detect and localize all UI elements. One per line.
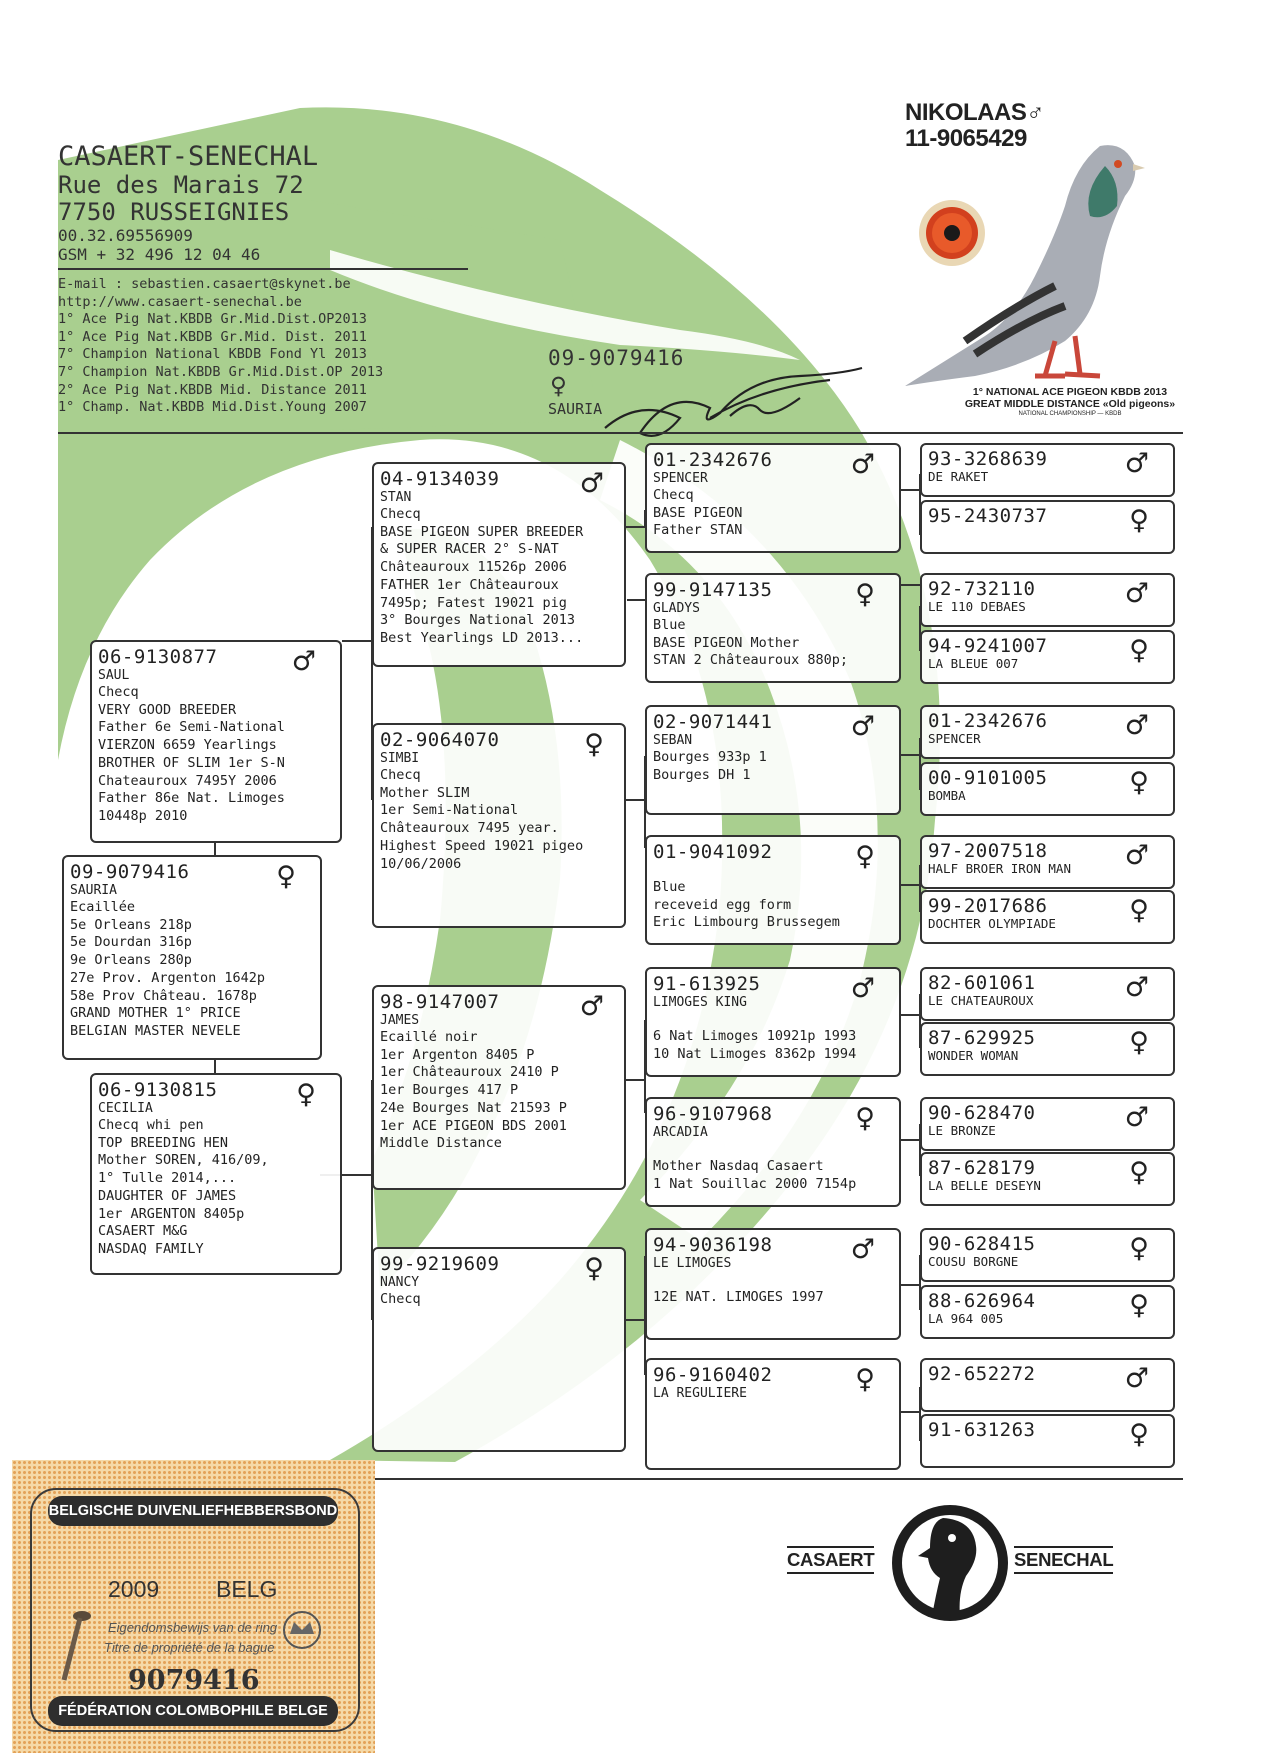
- pigeon-info: BASE PIGEON: [653, 504, 743, 521]
- pigeon-name: SAURIA: [70, 883, 117, 898]
- pigeon-info: [653, 1272, 893, 1289]
- card-ring-number: 9079416: [128, 1665, 260, 1696]
- pigeon-name: SEBAN: [653, 733, 693, 748]
- pigeon-name: LE CHATEAUROUX: [928, 993, 1034, 1008]
- pigeon-info: Bourges 933p 1: [653, 749, 767, 765]
- pigeon-info: 9e Orleans 280p: [70, 952, 192, 969]
- pigeon-info: Châteauroux 11526p 2006: [380, 559, 567, 576]
- male-symbol-icon: ♂: [1124, 448, 1149, 479]
- crown-emblem-icon: [280, 1608, 324, 1652]
- pigeon-info: 1er Bourges 417 P: [380, 1082, 519, 1099]
- female-symbol-icon: ♀: [855, 579, 875, 610]
- pigeon-info: Checq: [380, 506, 421, 522]
- pedigree-box[interactable]: [372, 985, 626, 1190]
- casaert-senechal-logo: [782, 1498, 1127, 1628]
- pigeon-name: JAMES: [380, 1013, 420, 1028]
- breeder-detail: 1° Ace Pig Nat.KBDB Gr.Mid. Dist. 2011: [58, 328, 367, 345]
- pedigree-box-small[interactable]: [920, 762, 1175, 816]
- pigeon-name: LE 110 DEBAES: [928, 599, 1026, 614]
- pigeon-name: HALF BROER IRON MAN: [928, 861, 1071, 876]
- subject-ring: 09-9079416: [548, 346, 685, 370]
- pigeon-info: TOP BREEDING HEN: [98, 1134, 229, 1151]
- pigeon-info: NASDAQ FAMILY: [98, 1240, 204, 1257]
- male-symbol-icon: ♂: [291, 646, 316, 677]
- ring-number: 96-9160402: [653, 1364, 773, 1386]
- pedigree-box[interactable]: [372, 723, 626, 928]
- pedigree-box[interactable]: [645, 573, 901, 683]
- male-symbol-icon: ♂: [1124, 1363, 1149, 1394]
- pigeon-name: LE LIMOGES: [653, 1256, 732, 1271]
- card-text-fr: Titre de propriété de la bague: [104, 1640, 275, 1655]
- pigeon-info: 1er Semi-National: [380, 802, 519, 819]
- caption-line: 1° NATIONAL ACE PIGEON KBDB 2013: [972, 386, 1168, 398]
- pigeon-info: BROTHER OF SLIM 1er S-N: [98, 754, 285, 771]
- pigeon-info: VIERZON 6659 Yearlings: [98, 737, 277, 754]
- ring-number: 95-2430737: [928, 505, 1048, 527]
- pedigree-box[interactable]: [90, 1073, 342, 1275]
- pigeon-info: Bourges DH 1: [653, 766, 751, 783]
- ring-number: 88-626964: [928, 1290, 1036, 1312]
- pigeon-info: Mother Nasdaq Casaert: [653, 1158, 824, 1174]
- pigeon-info: Checq: [653, 487, 694, 503]
- pigeon-name: ARCADIA: [653, 1125, 708, 1140]
- pigeon-info: BELGIAN MASTER NEVELE: [70, 1022, 241, 1039]
- breeder-detail[interactable]: E-mail : sebastien.casaert@skynet.be: [58, 276, 351, 292]
- ring-number: 06-9130815: [98, 1079, 218, 1101]
- featured-pigeon-ring: 11-9065429: [905, 125, 1027, 152]
- pigeon-name: NANCY: [380, 1275, 420, 1290]
- pigeon-info: Father 86e Nat. Limoges: [98, 790, 285, 807]
- pigeon-info: BASE PIGEON Mother: [653, 634, 800, 651]
- breeder-city: 7750 RUSSEIGNIES: [58, 198, 290, 226]
- pigeon-info: Best Yearlings LD 2013...: [380, 629, 584, 646]
- ring-number: 99-2017686: [928, 895, 1048, 917]
- female-symbol-icon: ♀: [276, 861, 296, 892]
- female-symbol-icon: ♀: [584, 1253, 604, 1284]
- female-symbol-icon: ♀: [855, 841, 875, 872]
- pigeon-info: 5e Dourdan 316p: [70, 934, 192, 951]
- ring-ownership-card: [12, 1460, 375, 1753]
- pedigree-box-small[interactable]: [920, 835, 1175, 889]
- pedigree-box-small[interactable]: [920, 705, 1175, 759]
- pedigree-box-small[interactable]: [920, 1228, 1175, 1282]
- pedigree-box[interactable]: [62, 855, 322, 1060]
- logo-text-left: CASAERT: [787, 1546, 874, 1574]
- pigeon-info: Checq: [380, 1291, 421, 1307]
- pedigree-box[interactable]: [645, 1358, 901, 1470]
- pigeon-info: Father STAN: [653, 522, 743, 539]
- pedigree-box[interactable]: [645, 705, 901, 815]
- pigeon-name: COUSU BORGNE: [928, 1254, 1019, 1269]
- pigeon-name: DE RAKET: [928, 469, 989, 484]
- female-symbol-icon: ♀: [1129, 1290, 1149, 1321]
- ring-number: 87-629925: [928, 1027, 1036, 1049]
- breeder-name: CASAERT-SENECHAL: [58, 141, 319, 172]
- pigeon-info: BASE PIGEON SUPER BREEDER: [380, 523, 584, 540]
- female-symbol-icon: ♀: [1129, 1233, 1149, 1264]
- card-top-banner: BELGISCHE DUIVENLIEFHEBBERSBOND: [48, 1496, 338, 1526]
- pigeon-name: GLADYS: [653, 601, 700, 616]
- ring-number: 93-3268639: [928, 448, 1048, 470]
- male-symbol-icon: ♂: [1124, 578, 1149, 609]
- breeder-detail: 7° Champion Nat.KBDB Gr.Mid.Dist.OP 2013: [58, 363, 384, 380]
- female-symbol-icon: ♀: [855, 1364, 875, 1395]
- ring-number: 06-9130877: [98, 646, 218, 668]
- pigeon-info: Ecaillée: [70, 899, 136, 915]
- pigeon-info: Châteauroux 7495 year.: [380, 820, 559, 837]
- pigeon-name: LA REGULIERE: [653, 1386, 747, 1401]
- pigeon-name: WONDER WOMAN: [928, 1048, 1019, 1063]
- pigeon-info: CASAERT M&G: [98, 1223, 188, 1240]
- female-symbol-icon: ♀: [1129, 1419, 1149, 1450]
- card-country: BELG: [216, 1576, 278, 1602]
- pedigree-box-small[interactable]: [920, 500, 1175, 554]
- nail-icon: [56, 1608, 92, 1684]
- pigeon-name: LIMOGES KING: [653, 995, 747, 1010]
- male-symbol-icon: ♂: [850, 973, 875, 1004]
- pigeon-info: Blue: [653, 879, 686, 895]
- pigeon-info: 58e Prov Château. 1678p: [70, 987, 257, 1004]
- breeder-street: Rue des Marais 72: [58, 171, 304, 199]
- pedigree-box-small[interactable]: [920, 573, 1175, 627]
- pigeon-info: STAN 2 Châteauroux 880p;: [653, 652, 849, 669]
- pigeon-info: 1° Tulle 2014,...: [98, 1170, 237, 1187]
- male-symbol-icon: ♂: [579, 468, 604, 499]
- ring-number: 91-631263: [928, 1419, 1036, 1441]
- pigeon-name: SPENCER: [928, 731, 981, 746]
- card-text-nl: Eigendomsbewijs van de ring: [108, 1620, 278, 1635]
- breeder-detail: 1° Champ. Nat.KBDB Mid.Dist.Young 2007: [58, 399, 367, 416]
- male-symbol-icon: ♂: [850, 711, 875, 742]
- ring-number: 01-2342676: [928, 710, 1048, 732]
- male-symbol-icon: ♂: [1124, 840, 1149, 871]
- female-symbol-icon: ♀: [1129, 767, 1149, 798]
- pigeon-info: Ecaillé noir: [380, 1029, 478, 1045]
- pigeon-name: BOMBA: [928, 788, 966, 803]
- ring-number: 92-732110: [928, 578, 1036, 600]
- pigeon-info: Mother SLIM: [380, 784, 470, 801]
- pigeon-head-logo-icon: [888, 1498, 1012, 1628]
- male-symbol-icon: ♂: [579, 991, 604, 1022]
- pigeon-info: Mother SOREN, 416/09,: [98, 1152, 269, 1169]
- pigeon-name: LA BLEUE 007: [928, 656, 1019, 671]
- pedigree-box-small[interactable]: [920, 1285, 1175, 1339]
- pigeon-info: VERY GOOD BREEDER: [98, 701, 237, 718]
- female-symbol-icon: ♀: [550, 369, 567, 402]
- pigeon-info: 1er Châteauroux 2410 P: [380, 1064, 559, 1081]
- pedigree-box-small[interactable]: [920, 1152, 1175, 1206]
- pigeon-info: 10 Nat Limoges 8362p 1994: [653, 1045, 857, 1062]
- ring-number: 94-9241007: [928, 635, 1048, 657]
- ring-number: 01-2342676: [653, 449, 773, 471]
- pedigree-box-small[interactable]: [920, 967, 1175, 1021]
- pigeon-info: 3° Bourges National 2013: [380, 612, 576, 629]
- featured-pigeon-name: NIKOLAAS♂: [905, 99, 1044, 126]
- female-symbol-icon: ♀: [1129, 505, 1149, 536]
- female-symbol-icon: ♀: [296, 1079, 316, 1110]
- pigeon-info: Checq: [98, 684, 139, 700]
- ring-number: 99-9147135: [653, 579, 773, 601]
- female-symbol-icon: ♀: [1129, 895, 1149, 926]
- breeder-detail: 2° Ace Pig Nat.KBDB Mid. Distance 2011: [58, 381, 367, 398]
- pigeon-name: LE BRONZE: [928, 1123, 996, 1138]
- pigeon-info: [653, 1011, 893, 1028]
- pedigree-box-small[interactable]: [920, 1414, 1175, 1468]
- pigeon-info: Middle Distance: [380, 1135, 502, 1152]
- ring-number: 02-9071441: [653, 711, 773, 733]
- female-symbol-icon: ♀: [855, 1103, 875, 1134]
- pigeon-info: & SUPER RACER 2° S-NAT: [380, 541, 559, 558]
- pedigree-box-small[interactable]: [920, 1022, 1175, 1076]
- pigeon-info: Eric Limbourg Brussegem: [653, 914, 840, 931]
- breeder-detail: 7° Champion National KBDB Fond Yl 2013: [58, 346, 367, 363]
- pigeon-info: 1er ACE PIGEON BDS 2001: [380, 1117, 567, 1134]
- pedigree-box-small[interactable]: [920, 443, 1175, 497]
- ring-number: 98-9147007: [380, 991, 500, 1013]
- ring-number: 91-613925: [653, 973, 761, 995]
- ring-number: 00-9101005: [928, 767, 1048, 789]
- pigeon-info: receveid egg form: [653, 896, 792, 913]
- ring-number: 99-9219609: [380, 1253, 500, 1275]
- pigeon-info: 27e Prov. Argenton 1642p: [70, 969, 266, 986]
- pigeon-info: Checq: [380, 767, 421, 783]
- male-symbol-icon: ♂: [1124, 1102, 1149, 1133]
- ring-number: 01-9041092: [653, 841, 773, 863]
- pigeon-info: GRAND MOTHER 1° PRICE: [70, 1005, 241, 1022]
- female-symbol-icon: ♀: [1129, 1027, 1149, 1058]
- pedigree-box[interactable]: [645, 967, 901, 1077]
- pedigree-box[interactable]: [645, 835, 901, 945]
- logo-text-right: SENECHAL: [1014, 1546, 1113, 1574]
- male-symbol-icon: ♂: [850, 1234, 875, 1265]
- pedigree-box-small[interactable]: [920, 1358, 1175, 1412]
- pedigree-box[interactable]: [645, 1228, 901, 1340]
- breeder-phone: 00.32.69556909: [58, 226, 193, 245]
- breeder-gsm: GSM + 32 496 12 04 46: [58, 245, 261, 264]
- pigeon-info: 6 Nat Limoges 10921p 1993: [653, 1028, 857, 1044]
- pedigree-box[interactable]: [90, 640, 342, 843]
- breeder-detail: 1° Ace Pig Nat.KBDB Gr.Mid.Dist.OP2013: [58, 311, 367, 328]
- caption-line: NATIONAL CHAMPIONSHIP — KBDB: [1018, 411, 1122, 417]
- pedigree-box[interactable]: [645, 443, 901, 553]
- ring-number: 82-601061: [928, 972, 1036, 994]
- pigeon-info: Chateauroux 7495Y 2006: [98, 772, 277, 789]
- pigeon-info: DAUGHTER OF JAMES: [98, 1187, 237, 1204]
- pigeon-info: Highest Speed 19021 pigeo: [380, 837, 584, 854]
- ring-number: 02-9064070: [380, 729, 500, 751]
- pedigree-box-small[interactable]: [920, 890, 1175, 944]
- pigeon-info: 10448p 2010: [98, 807, 188, 824]
- pigeon-name: SPENCER: [653, 471, 708, 486]
- female-symbol-icon: ♀: [1129, 1157, 1149, 1188]
- ring-number: 97-2007518: [928, 840, 1048, 862]
- pigeon-info: 10/06/2006: [380, 855, 462, 872]
- ring-number: 04-9134039: [380, 468, 500, 490]
- male-symbol-icon: ♂: [850, 449, 875, 480]
- pigeon-info: FATHER 1er Châteauroux: [380, 576, 559, 593]
- ring-number: 96-9107968: [653, 1103, 773, 1125]
- pigeon-info: Father 6e Semi-National: [98, 719, 285, 736]
- pigeon-name: SIMBI: [380, 751, 420, 766]
- pigeon-name: LA BELLE DESEYN: [928, 1178, 1041, 1193]
- pigeon-info: Blue: [653, 617, 686, 633]
- ring-number: 90-628470: [928, 1102, 1036, 1124]
- pigeon-info: 1er ARGENTON 8405p: [98, 1205, 245, 1222]
- pigeon-info: 7495p; Fatest 19021 pig: [380, 594, 567, 611]
- pigeon-name: LA 964 005: [928, 1311, 1004, 1326]
- pedigree-box[interactable]: [645, 1097, 901, 1207]
- pigeon-info: [653, 1141, 893, 1158]
- female-symbol-icon: ♀: [584, 729, 604, 760]
- subject-name: SAURIA: [548, 400, 603, 418]
- pigeon-name: STAN: [380, 490, 412, 505]
- ring-number: 94-9036198: [653, 1234, 773, 1256]
- female-symbol-icon: ♀: [1129, 635, 1149, 666]
- male-symbol-icon: ♂: [1124, 710, 1149, 741]
- pigeon-info: 24e Bourges Nat 21593 P: [380, 1099, 567, 1116]
- ring-number: 09-9079416: [70, 861, 190, 883]
- pigeon-info: Checq whi pen: [98, 1117, 204, 1133]
- pigeon-info: 1 Nat Souillac 2000 7154p: [653, 1175, 857, 1192]
- pigeon-info: 5e Orleans 218p: [70, 916, 192, 933]
- pigeon-name: SAUL: [98, 668, 130, 683]
- pigeon-info: 1er Argenton 8405 P: [380, 1046, 535, 1063]
- pedigree-box-small[interactable]: [920, 1097, 1175, 1151]
- ring-number: 92-652272: [928, 1363, 1036, 1385]
- pedigree-box[interactable]: [372, 462, 626, 667]
- card-year: 2009: [108, 1576, 160, 1602]
- pigeon-name: DOCHTER OLYMPIADE: [928, 916, 1056, 931]
- male-symbol-icon: ♂: [1124, 972, 1149, 1003]
- card-bottom-banner: FÉDÉRATION COLOMBOPHILE BELGE: [48, 1696, 338, 1726]
- pedigree-box-small[interactable]: [920, 630, 1175, 684]
- ring-number: 90-628415: [928, 1233, 1036, 1255]
- pedigree-box[interactable]: [372, 1247, 626, 1452]
- pigeon-info: 12E NAT. LIMOGES 1997: [653, 1289, 824, 1305]
- breeder-detail[interactable]: http://www.casaert-senechal.be: [58, 293, 302, 310]
- pigeon-name: CECILIA: [98, 1101, 153, 1116]
- ring-number: 87-628179: [928, 1157, 1036, 1179]
- caption-line: GREAT MIDDLE DISTANCE «Old pigeons»: [964, 398, 1176, 410]
